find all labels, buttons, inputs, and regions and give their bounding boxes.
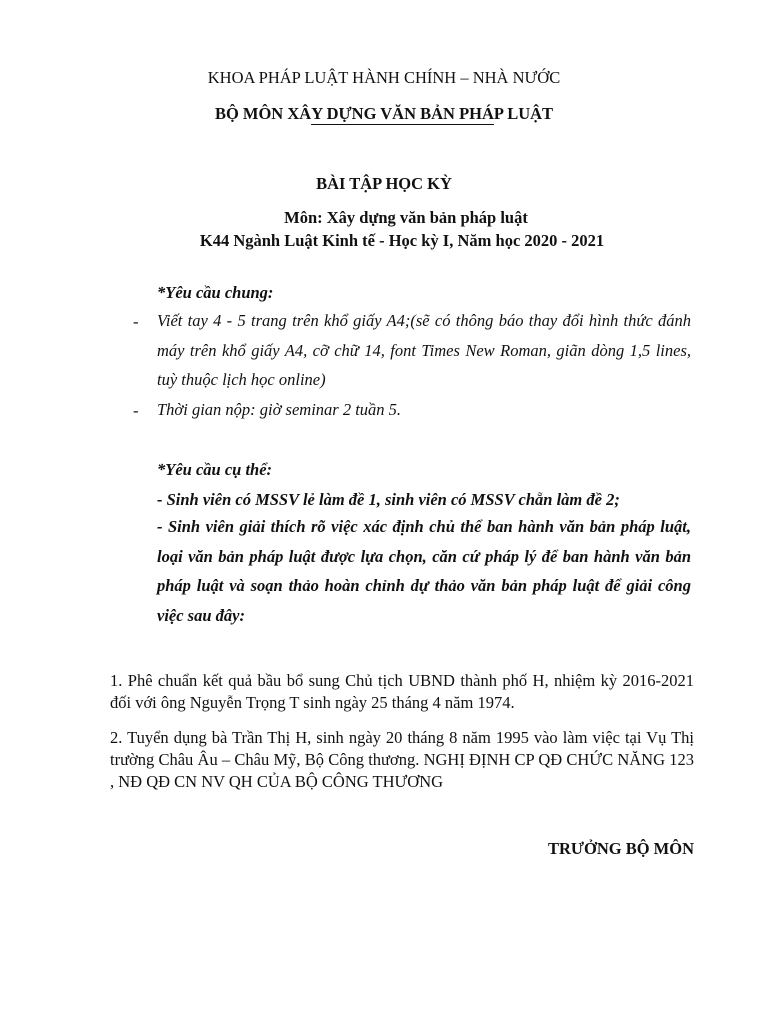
department-heading-suffix: P LUẬT	[493, 104, 554, 123]
bullet-marker: -	[133, 401, 139, 420]
general-requirement-item: Viết tay 4 - 5 trang trên khổ giấy A4;(sẽ có thông báo thay đổi hình thức đánh máy trên khổ giấy A4, cỡ chữ 14, font Times New Roman, giãn dòng 1,5 lines, tuỳ thuộc lịch học online)	[157, 311, 691, 389]
specific-requirement-item: - Sinh viên có MSSV lẻ làm đề 1, sinh viên có MSSV chẵn làm đề 2;	[157, 490, 620, 509]
task-item: 2. Tuyển dụng bà Trần Thị H, sinh ngày 20 tháng 8 năm 1995 vào làm việc tại Vụ Thị trường Châu Âu – Châu Mỹ, Bộ Công thương. NGHỊ ĐỊNH CP QĐ CHỨC NĂNG 123 , NĐ QĐ CN NV QH CỦA BỘ CÔNG THƯƠNG	[110, 728, 694, 791]
signature-title: TRƯỞNG BỘ MÔN	[547, 839, 694, 858]
subject-line: Môn: Xây dựng văn bản pháp luật	[284, 208, 528, 227]
bullet-marker: -	[133, 312, 139, 331]
general-requirements-heading: *Yêu cầu chung:	[157, 283, 274, 302]
general-requirement-item: Thời gian nộp: giờ seminar 2 tuần 5.	[157, 400, 402, 419]
faculty-heading: KHOA PHÁP LUẬT HÀNH CHÍNH – NHÀ NƯỚC	[207, 68, 561, 87]
course-line: K44 Ngành Luật Kinh tế - Học kỳ I, Năm học 2020 - 2021	[199, 231, 605, 250]
task-item: 1. Phê chuẩn kết quả bầu bổ sung Chủ tịch UBND thành phố H, nhiệm kỳ 2016-2021 đối với ông Nguyễn Trọng T sinh ngày 25 tháng 4 năm 1974.	[110, 671, 694, 712]
specific-requirement-item: - Sinh viên giải thích rõ việc xác định chủ thể ban hành văn bản pháp luật, loại văn bản pháp luật được lựa chọn, căn cứ pháp lý để ban hành văn bản pháp luật và soạn thảo hoàn chỉnh dự thảo văn bản pháp luật để giải công việc sau đây:	[157, 517, 691, 625]
department-heading-prefix: BỘ MÔN XÂ	[214, 104, 312, 123]
department-heading	[0, 104, 768, 124]
department-heading-underlined: Y DỰNG VĂN BẢN PHÁ	[311, 104, 494, 123]
document-title: BÀI TẬP HỌC KỲ	[316, 174, 452, 193]
specific-requirements-heading: *Yêu cầu cụ thể:	[157, 460, 273, 479]
